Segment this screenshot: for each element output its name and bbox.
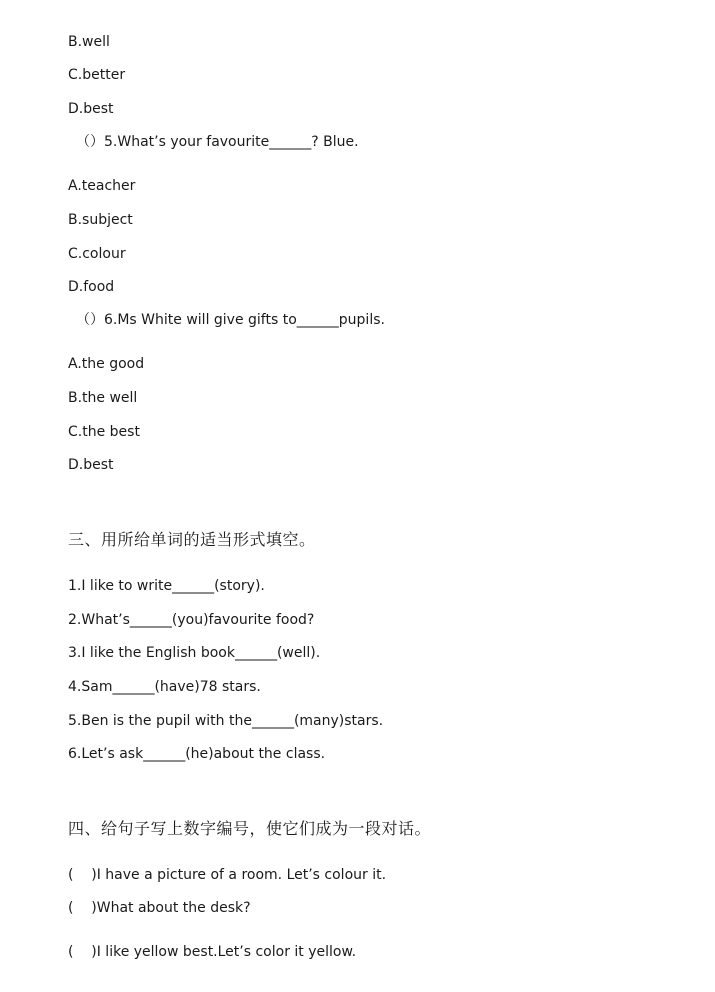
- q5-option-a: A.teacher: [68, 178, 136, 194]
- section3-item-6: 6.Let’s ask______(he)about the class.: [68, 746, 326, 762]
- section3-item-2: 2.What’s______(you)favourite food?: [68, 612, 315, 628]
- q5-option-d: D.food: [68, 279, 115, 295]
- section3-item-1: 1.I like to write______(story).: [68, 578, 265, 594]
- q6-question: （）6.Ms White will give gifts to______pupils.: [76, 312, 385, 328]
- q4-option-b: B.well: [68, 34, 110, 50]
- section3-item-4: 4.Sam______(have)78 stars.: [68, 679, 261, 695]
- section3-heading: 三、用所给单词的适当形式填空。: [68, 530, 316, 549]
- q5-option-c: C.colour: [68, 246, 126, 262]
- q6-option-c: C.the best: [68, 424, 140, 440]
- q6-option-b: B.the well: [68, 390, 138, 406]
- section4-item-3: ( )I like yellow best.Let’s color it yellow.: [68, 944, 357, 960]
- q5-option-b: B.subject: [68, 212, 133, 228]
- section3-item-3: 3.I like the English book______(well).: [68, 645, 321, 661]
- section4-heading: 四、给句子写上数字编号，使它们成为一段对话。: [68, 819, 432, 838]
- section4-item-2: ( )What about the desk?: [68, 900, 251, 916]
- section3-item-5: 5.Ben is the pupil with the______(many)stars.: [68, 713, 384, 729]
- q6-option-a: A.the good: [68, 356, 145, 372]
- q6-option-d: D.best: [68, 457, 114, 473]
- q5-question: （）5.What’s your favourite______? Blue.: [76, 134, 359, 150]
- q4-option-d: D.best: [68, 101, 114, 117]
- section4-item-1: ( )I have a picture of a room. Let’s colour it.: [68, 867, 387, 883]
- q4-option-c: C.better: [68, 67, 126, 83]
